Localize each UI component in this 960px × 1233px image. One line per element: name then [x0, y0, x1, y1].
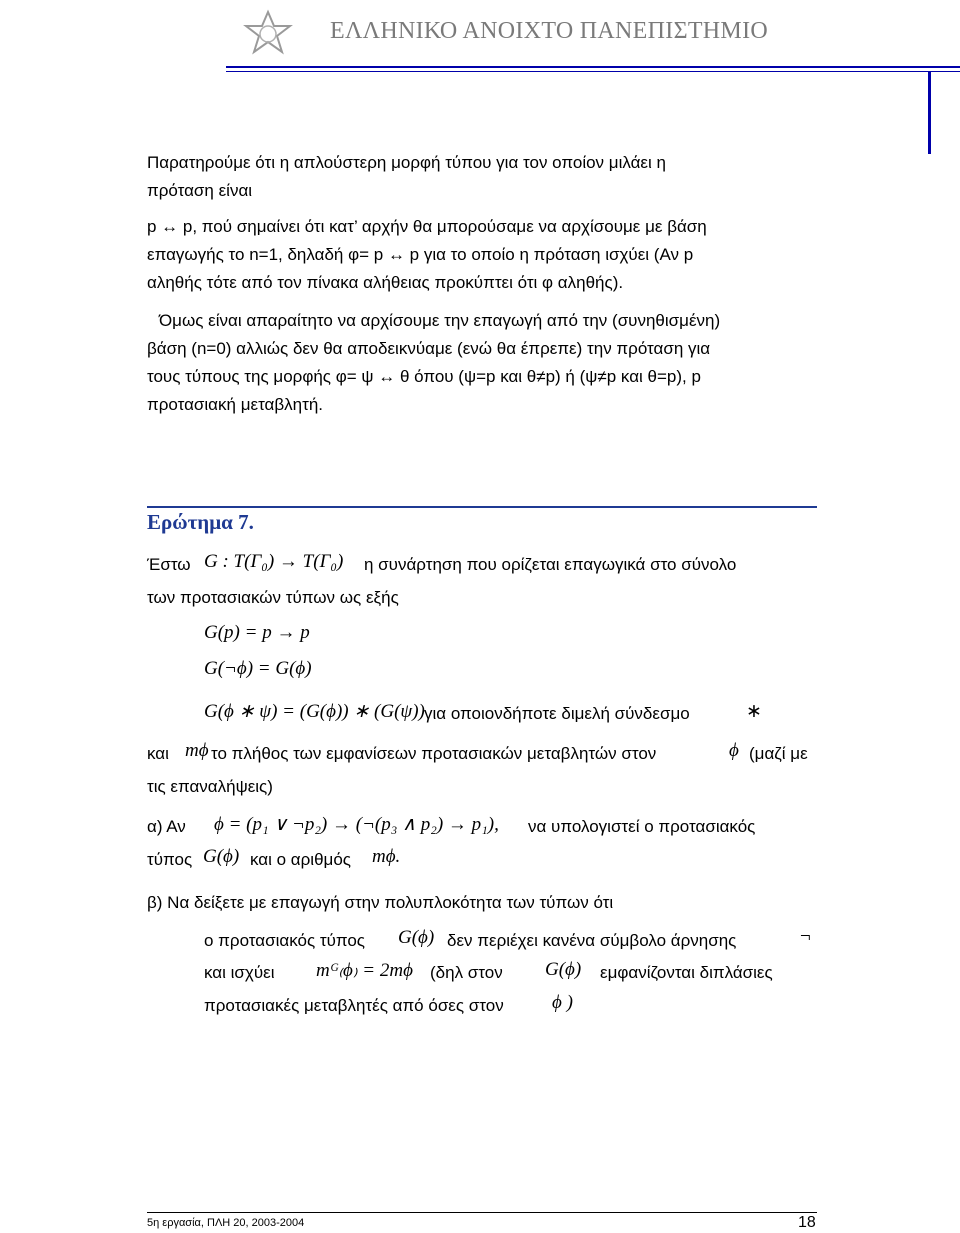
equation-2: G(¬ϕ) = G(ϕ)	[204, 658, 312, 679]
part-b-line3-c: εμφανίζονται διπλάσιες	[600, 963, 773, 982]
part-b-line4-a: προτασιακές μεταβλητές από όσες στον	[204, 996, 504, 1015]
equation-3-text: για οποιονδήποτε διμελή σύνδεσμο	[424, 704, 690, 723]
part-b-line1: β) Να δείξετε με επαγωγή στην πολυπλοκότητα των τύπων ότι	[147, 893, 614, 912]
part-b-line3-a: και ισχύει	[204, 963, 275, 982]
part-b-line4-sym: ϕ )	[552, 992, 573, 1013]
connective-symbol: ∗	[746, 701, 762, 722]
negation-symbol: ¬	[800, 926, 811, 947]
part-a-line2-a: τύπος	[147, 850, 193, 869]
section-title: Ερώτημα 7.	[147, 510, 254, 534]
part-a-line2-m: mϕ.	[372, 846, 401, 867]
part-a-line2-b: και ο αριθμός	[250, 850, 351, 869]
m-def-phi: ϕ	[729, 740, 739, 761]
header-rule	[226, 66, 960, 68]
university-logo-icon	[240, 8, 296, 64]
part-b-line3-b: (δηλ στον	[430, 963, 503, 982]
university-name: ΕΛΛΗΝΙΚΟ ΑΝΟΙΧΤΟ ΠΑΝΕΠΙΣΤΗΜΙΟ	[330, 18, 768, 44]
footer-rule	[147, 1212, 817, 1213]
page-number: 18	[798, 1214, 816, 1231]
p2-line2: βάση (n=0) αλλιώς δεν θα αποδεικνύαμε (ενώ θα έπρεπε) την πρόταση για	[147, 339, 711, 358]
part-b-line3-eq: mᴳ₍ϕ₎ = 2mϕ	[316, 960, 413, 981]
equation-1: G(p) = p → p	[204, 622, 310, 643]
part-a-label: α) Αν	[147, 817, 186, 836]
p2-line1: Όμως είναι απαραίτητο να αρχίσουμε την επαγωγή από την (συνηθισμένη)	[159, 311, 721, 330]
p1-line3: p ↔ p, πού σημαίνει ότι κατ’ αρχήν θα μπορούσαμε να αρχίσουμε με βάση	[147, 217, 707, 236]
section-rule	[147, 506, 817, 508]
m-def-c: (μαζί με	[749, 744, 808, 763]
m-def-d: τις επαναλήψεις)	[147, 777, 273, 796]
part-a-text: να υπολογιστεί ο προτασιακός	[528, 817, 756, 836]
p1-line1: Παρατηρούμε ότι η απλούστερη μορφή τύπου για τον οποίον μιλάει η	[147, 153, 666, 172]
part-a-formula: ϕ = (p₁ ∨ ¬p₂) → (¬(p₃ ∧ p₂) → p₁),	[214, 814, 499, 835]
m-def-b: το πλήθος των εμφανίσεων προτασιακών μεταβλητών στον	[211, 744, 657, 763]
part-b-line2-b: δεν περιέχει κανένα σύμβολο άρνησης	[447, 931, 737, 950]
part-b-line2-sym: G(ϕ)	[398, 927, 435, 948]
footer-course-info: 5η εργασία, ΠΛΗ 20, 2003-2004	[147, 1217, 305, 1229]
q-intro-a: Έστω	[147, 555, 191, 574]
equation-3: G(ϕ ∗ ψ) = (G(ϕ)) ∗ (G(ψ))	[204, 701, 425, 722]
p1-line4: επαγωγής το n=1, δηλαδή φ= p ↔ p για το οποίο η πρόταση ισχύει (Αν p	[147, 245, 694, 264]
m-phi-symbol: mϕ	[185, 740, 209, 761]
header-rule-thin	[226, 71, 960, 72]
university-logo	[236, 8, 300, 64]
q-intro-c: των προτασιακών τύπων ως εξής	[147, 588, 399, 607]
m-def-a: και	[147, 744, 169, 763]
p2-line4: προτασιακή μεταβλητή.	[147, 395, 323, 414]
p1-line5: αληθής τότε από τον πίνακα αλήθειας προκύπτει ότι φ αληθής).	[147, 273, 624, 292]
q-intro-b: η συνάρτηση που ορίζεται επαγωγικά στο σύνολο	[364, 555, 737, 574]
header-vertical-rule	[928, 72, 931, 154]
part-b-line3-sym: G(ϕ)	[545, 959, 582, 980]
p2-line3: τους τύπους της μορφής φ= ψ ↔ θ όπου (ψ=p και θ≠p) ή (ψ≠p και θ=p), p	[147, 367, 701, 386]
q-map-formula: G : T(Γ₀) → T(Γ₀)	[204, 551, 344, 572]
p1-line2: πρόταση είναι	[147, 181, 253, 200]
part-a-line2-sym: G(ϕ)	[203, 846, 240, 867]
part-b-line2-a: ο προτασιακός τύπος	[204, 931, 366, 950]
